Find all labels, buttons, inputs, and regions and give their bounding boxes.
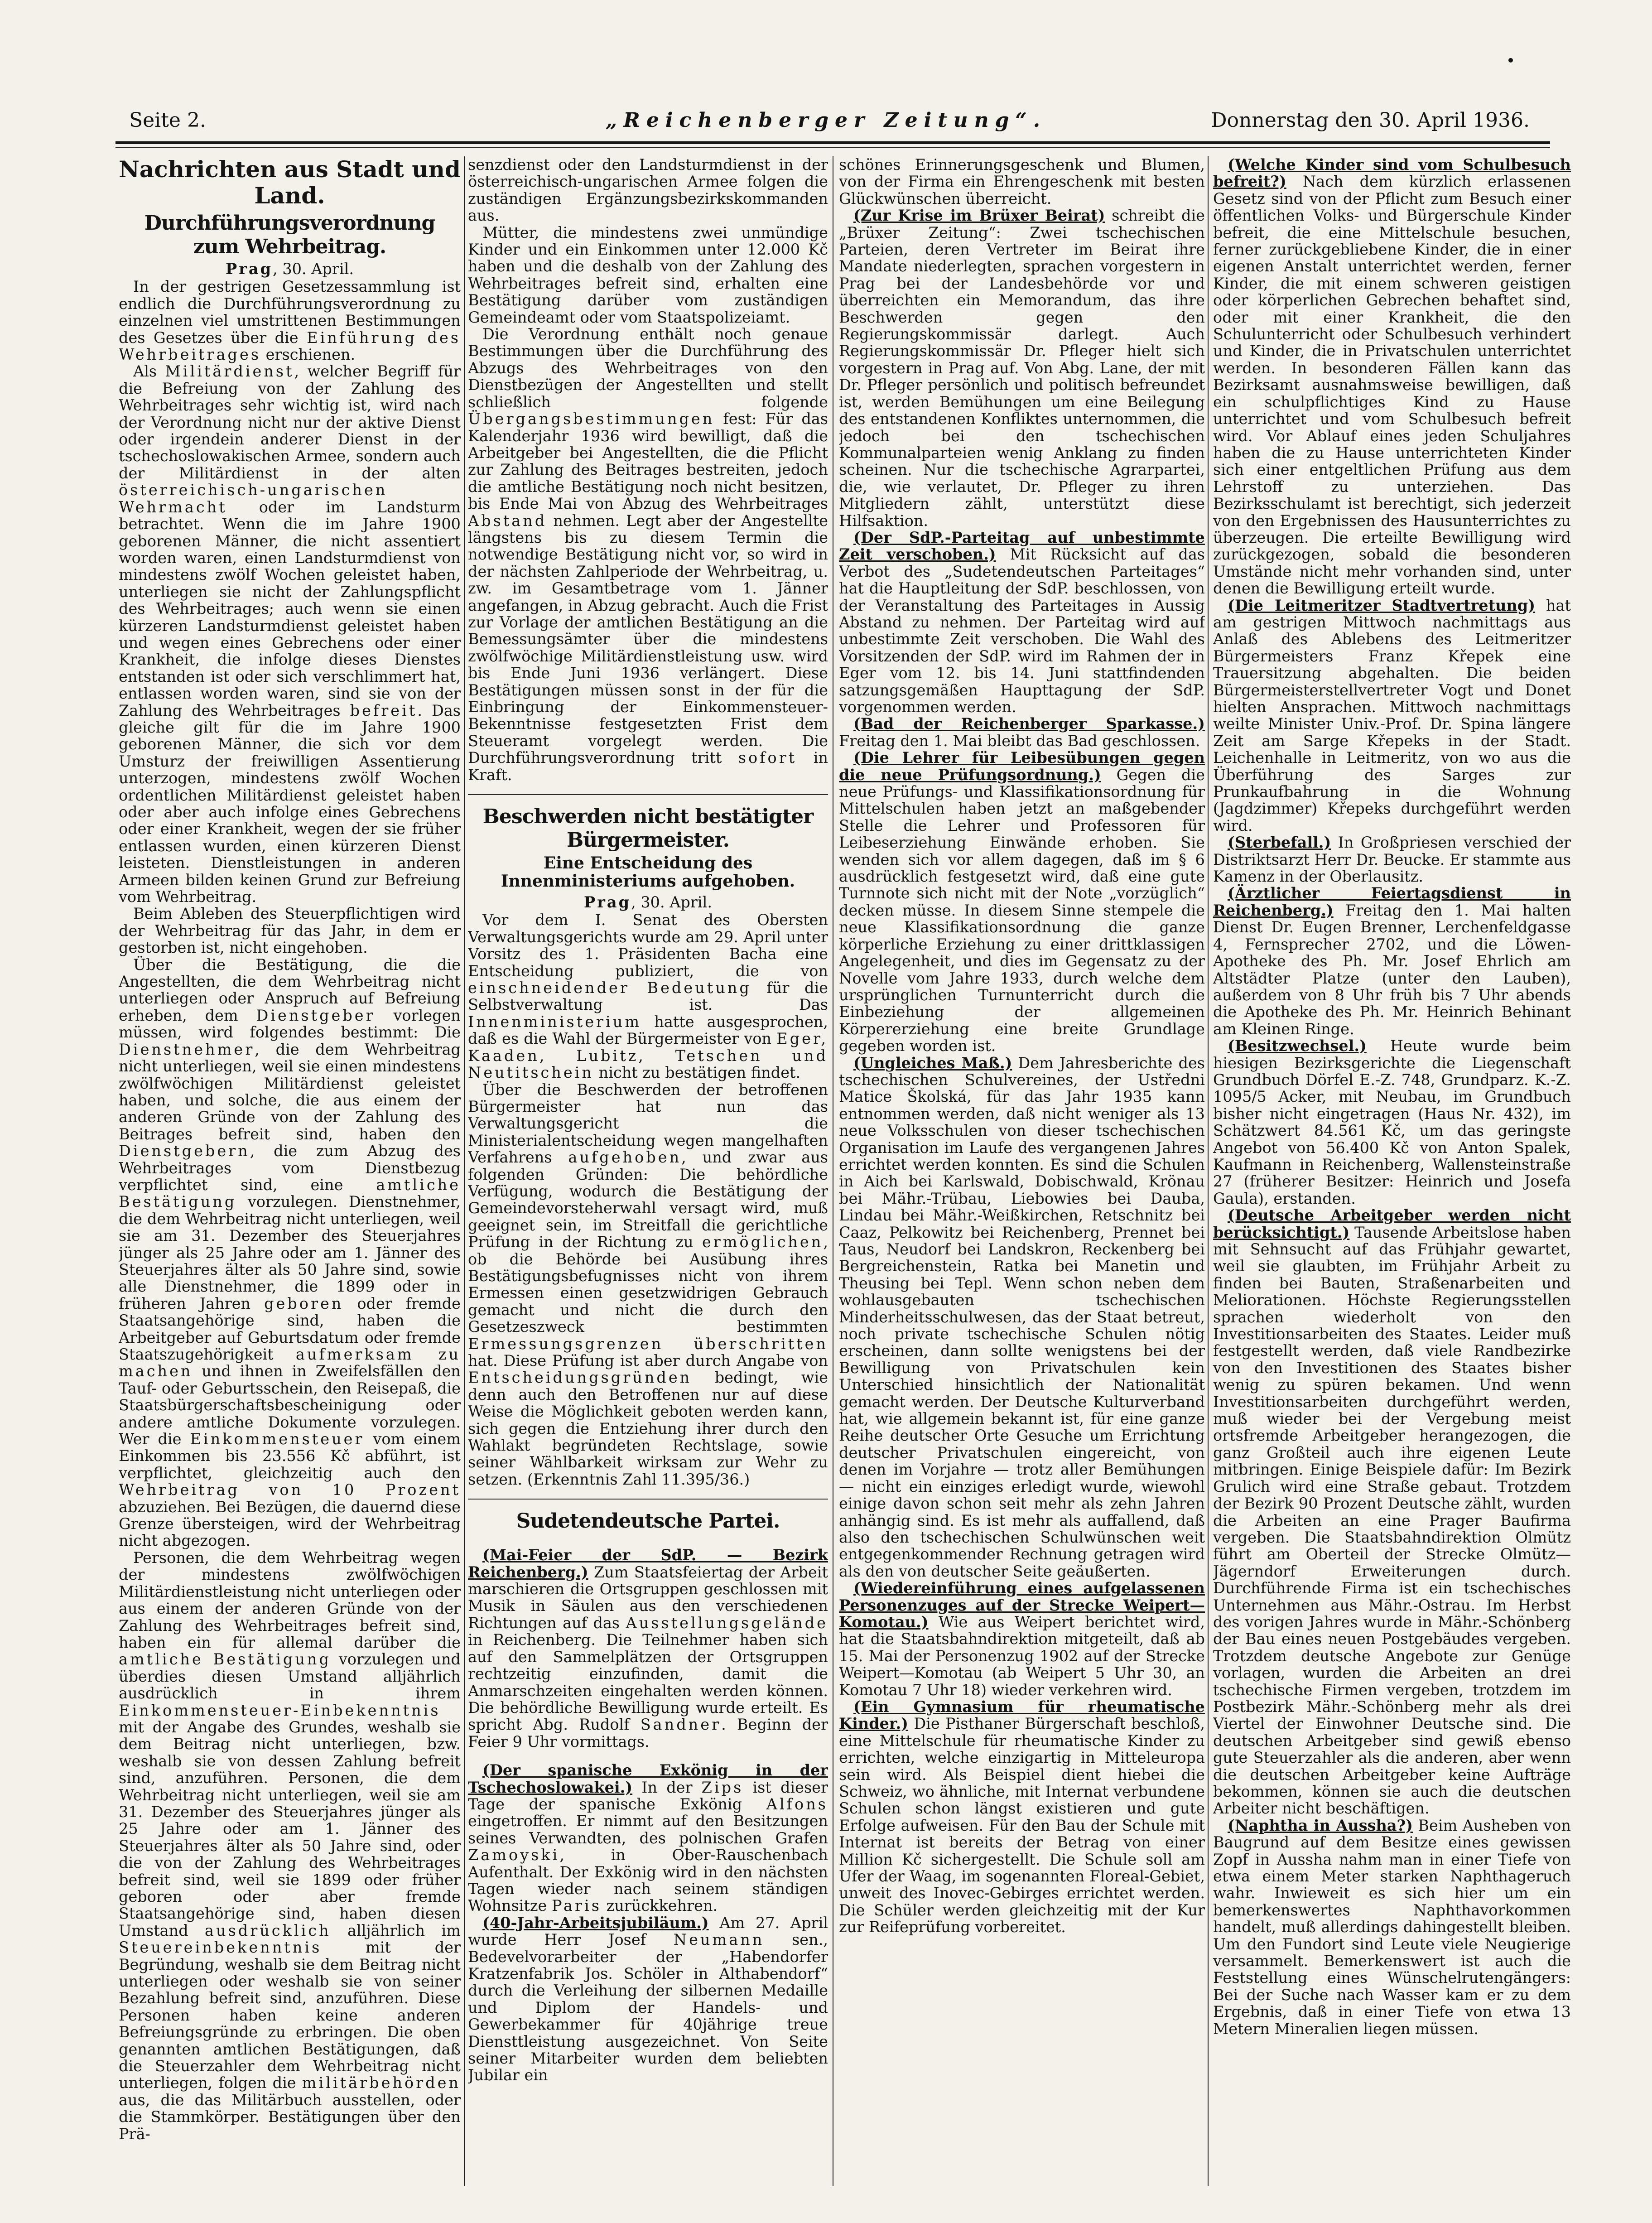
article-separator xyxy=(468,1499,828,1500)
column-divider xyxy=(1208,156,1209,2186)
article-subtitle: Eine Entscheidung des Innenministeriums aufgehoben. xyxy=(501,854,795,891)
news-item: (Besitzwechsel.) Heute wurde beim hiesigen Bezirksgerichte die Liegenschaft Grundbuch Dörfel E.-Z. 748, Grundparz. K.-Z. 1095/5 Acker, mit Neubau, im Grundbuch bisher nicht eingetragen (Haus Nr. 432), im Schätzwert 84.561 Kč, um das geringste Angebot von 56.400 Kč von Anton Spalek, Kaufmann in Reichenberg, Wallensteinstraße 27 (früherer Besitzer: Heinrich und Josefa Gaula), erstanden. xyxy=(1213,1037,1571,1207)
article-title: Beschwerden nicht bestätigter Bürgermeister. xyxy=(482,805,814,852)
masthead-rule xyxy=(116,141,1550,144)
column-1 xyxy=(119,156,461,2186)
article-paragraph: Vor dem I. Senat des Obersten Verwaltungsgerichts wurde am 29. April unter Vorsitz des 1. Präsidenten Bacha eine Entscheidung publiziert, die von einschneidender Bedeutung für die Selbstverwaltung ist. Das Innenministerium hatte ausgesprochen, daß es die Wahl der Bürgermeister von Eger, Kaaden, Lubitz, Tetschen und Neutitschein nicht zu bestätigen findet. xyxy=(468,911,828,1082)
dateline: Prag, 30. April. xyxy=(226,260,354,278)
news-item: (Welche Kinder sind vom Schulbesuch befreit?) Nach dem kürzlich erlassenen Gesetz sind von der Pflicht zum Besuch einer öffentlichen Volks- und Bürgerschule Kinder befreit, die eine Mittelschule besuchen, ferner zurückgebliebene Kinder, die in einer eigenen Anstalt unterrichtet werden, ferner Kinder, die mit einem schweren geistigen oder körperlichen Gebrechen behaftet sind, oder mit einer Krankheit, die den Schulunterricht oder Schulbesuch verhindert und Kinder, die in Privatschulen unterrichtet werden. In besonderen Fällen kann das Bezirksamt ausnahmsweise bewilligen, daß ein schulpflichtiges Kind zu Hause unterrichtet und vom Schulbesuch befreit wird. Vor Ablauf eines jeden Schuljahres haben die zu Hause unterrichteten Kinder sich einer entgeltlichen Prüfung aus dem Lehrstoff zu unterziehen. Das Bezirksschulamt ist berechtigt, sich jederzeit von den Ergebnissen des Hausunterrichtes zu überzeugen. Die erteilte Bewilligung wird zurückgezogen, sobald die besonderen Umstände nicht mehr vorhanden sind, unter denen die Bewilligung erteilt wurde. xyxy=(1213,156,1571,598)
article-paragraph: Personen, die dem Wehrbeitrag wegen der mindestens zwölfwöchigen Militärdienstleistung nicht unterliegen oder aus einem der anderen Gründe von der Zahlung des Wehrbeitrages befreit sind, haben ein für allemal darüber die amtliche Bestätigung vorzulegen und überdies diesen Umstand alljährlich ausdrücklich in ihrem Einkommensteuer-Einbekenntnis mit der Angabe des Grundes, weshalb sie dem Beitrag nicht unterliegen, bzw. weshalb sie von dessen Zahlung befreit sind, anzuführen. Personen, die dem Wehrbeitrag nicht unterliegen, weil sie am 31. Dezember des Steuerjahres jünger als 25 Jahre oder am 1. Jänner des Steuerjahres älter als 50 Jahre sind, oder die von der Zahlung des Wehrbeitrages befreit sind, weil sie 1899 oder früher geboren oder aber fremde Staatsangehörige sind, haben diesen Umstand ausdrücklich alljährlich im Steuereinbekenntnis mit der Begründung, weshalb sie dem Beitrag nicht unterliegen oder weshalb sie von seiner Bezahlung befreit sind, anzuführen. Diese Personen haben keine anderen Befreiungsgründe zu erbringen. Die oben genannten amtlichen Bestätigungen, daß die Steuerzahler dem Wehrbeitrag nicht unterliegen, folgen die militärbehörden aus, die das Militärbuch ausstellen, oder die Stammkörper. Bestätigungen über den Prä- xyxy=(119,1548,461,2143)
article-paragraph: Mütter, die mindestens zwei unmündige Kinder und ein Einkommen unter 12.000 Kč haben und die deshalb von der Zahlung des Wehrbeitrages befreit sind, erhalten eine Bestätigung darüber vom zuständigen Gemeindeamt oder vom Staatspolizeiamt. xyxy=(468,223,828,326)
news-item: (Deutsche Arbeitgeber werden nicht berücksichtigt.) Tausende Arbeitslose haben mit Sehnsucht auf das Frühjahr gewartet, weil sie glaubten, im Frühjahr Arbeit zu finden bei Bauten, Straßenarbeiten und Meliorationen. Höchste Regierungsstellen sprachen wiederholt von den Investitionsarbeiten des Staates. Leider muß festgestellt werden, daß viele Randbezirke von den Investitionen des Staates bisher wenig zu spüren bekamen. Und wenn Investitionsarbeiten durchgeführt werden, muß wieder bei der Vergebung meist ortsfremde Arbeitgeber herangezogen, die ganz Großteil auch ihre eigenen Leute mitbringen. Einige Beispiele dafür: Im Bezirk Grulich wird eine Straße gebaut. Trotzdem der Bezirk 90 Prozent Deutsche zählt, wurden die Arbeiten an eine Prager Baufirma vergeben. Die Staatsbahndirektion Olmütz führt am Oberteil der Strecke Olmütz—Jägerndorf Erweiterungen durch. Durchführende Firma ist ein tschechisches Unternehmen aus Mähr.-Ostrau. Im Herbst des vorigen Jahres wurde in Mähr.-Schönberg der Bau eines neuen Postgebäudes vergeben. Trotzdem deutsche Angebote zur Genüge vorlagen, wurden die Arbeiten an drei tschechische Firmen vergeben, trotzdem im Postbezirk Mähr.-Schönberg mehr als drei Viertel der Einwohner Deutsche sind. Die deutschen Arbeitgeber sind gewiß ebenso gute Steuerzahler als die anderen, aber wenn die deutschen Arbeitgeber keine Aufträge bekommen, können sie auch die deutschen Arbeiter nicht beschäftigen. xyxy=(1213,1206,1571,1818)
dateline: Prag, 30. April. xyxy=(584,893,712,911)
masthead-rule-thin xyxy=(116,147,1550,148)
article-paragraph: Über die Bestätigung, die die Angestellten, die dem Wehrbeitrag nicht unterliegen oder Anspruch auf Befreiung erheben, dem Dienstgeber vorlegen müssen, wird folgendes bestimmt: Die Dienstnehmer, die dem Wehrbeitrag nicht unterliegen, weil sie einen mindestens zwölfwöchigen Militärdienst geleistet haben, und solche, die aus einem der anderen Gründe von der Zahlung des Beitrages befreit sind, haben den Dienstgebern, die zum Abzug des Wehrbeitrages vom Dienstbezug verpflichtet sind, eine amtliche Bestätigung vorzulegen. Dienstnehmer, die dem Wehrbeitrag nicht unterliegen, weil sie am 31. Dezember des Steuerjahres jünger als 25 Jahre oder am 1. Jänner des Steuerjahres älter als 50 Jahre sind, sowie alle Dienstnehmer, die 1899 oder in früheren Jahren geboren oder fremde Staatsangehörige sind, haben die Arbeitgeber auf Geburtsdatum oder fremde Staatszugehörigkeit aufmerksam zu machen und ihnen in Zweifelsfällen den Tauf- oder Geburtsschein, den Reisepaß, die Staatsbürgerschaftsbescheinigung oder andere amtliche Dokumente vorzulegen. Wer die Einkommensteuer vom einem Einkommen bis 23.556 Kč abführt, ist verpflichtet, gleichzeitig auch den Wehrbeitrag von 10 Prozent abzuziehen. Bei Bezügen, die dauernd diese Grenze übersteigen, wird der Wehrbeitrag nicht abgezogen. xyxy=(119,955,461,1550)
article-paragraph: Beim Ableben des Steuerpflichtigen wird der Wehrbeitrag für das Jahr, in dem er gestorben ist, nicht eingehoben. xyxy=(119,905,461,957)
news-item: (Die Leitmeritzer Stadtvertretung) hat am gestrigen Mittwoch nachmittags aus Anlaß des Ablebens des Leitmeritzer Bürgermeisters Franz Křepek eine Trauersitzung abgehalten. Die beiden Bürgermeisterstellvertreter Vogt und Donet hielten Ansprachen. Mittwoch nachmittags weilte Minister Univ.-Prof. Dr. Spina längere Zeit am Sarge Křepeks in der Stadt. Leichenhalle in Leitmeritz, von wo aus die Überführung des Sarges zur Prunkaufbahrung in die Wohnung (Jagdzimmer) Křepeks durchgeführt werden wird. xyxy=(1213,596,1571,834)
news-item: (Sterbefall.) In Großpriesen verschied der Distriktsarzt Herr Dr. Beucke. Er stammte aus Kamenz in der Oberlausitz. xyxy=(1213,834,1571,886)
section-title: Nachrichten aus Stadt und Land. xyxy=(119,156,461,209)
print-speck xyxy=(1508,58,1513,63)
news-item: (Wiedereinführung eines aufgelassenen Personenzuges auf der Strecke Weipert—Komotau.) Wie aus Weipert berichtet wird, hat die Staatsbahndirektion mitgeteilt, daß ab 15. Mai der Personenzug 1902 auf der Strecke Weipert—Komotau (ab Weipert 5 Uhr 30, an Komotau 7 Uhr 18) wieder verkehren wird. xyxy=(839,1579,1205,1699)
masthead xyxy=(0,109,1652,136)
news-item: (Ärztlicher Feiertagsdienst in Reichenberg.) Freitag den 1. Mai halten Dienst Dr. Eugen Brenner, Lerchenfeldgasse 4, Fernsprecher 2702, und die Löwen-Apotheke des Ph. Mr. Josef Ehrlich am Altstädter Platze (unter den Lauben), außerdem von 8 Uhr früh bis 7 Uhr abends die Apotheke des Ph. Mr. Heinrich Behinant am Kleinen Ringe. xyxy=(1213,884,1571,1038)
news-item: (Ein Gymnasium für rheumatische Kinder.) Die Pisthaner Bürgerschaft beschloß, eine Mittelschule für rheumatische Kinder zu errichten, welche einzigartig in Mitteleuropa sein wird. Als Beispiel dient hiebei die Schweiz, wo ähnliche, mit Internat verbundene Schulen schon längst existieren und gute Erfolge aufweisen. Für den Bau der Schule mit Internat ist bereits der Betrag von einer Million Kč sichergestellt. Die Schule soll am Ufer der Waag, im sogenannten Floreal-Gebiet, unweit des Inovec-Gebirges errichtet werden. Die Schüler werden gleichzeitig mit der Kur zur Reifeprüfung vorbereitet. xyxy=(839,1697,1205,1936)
news-item: (Naphtha in Aussha?) Beim Ausheben von Baugrund auf dem Besitze eines gewissen Zopf in Aussha nahm man in einer Tiefe von etwa einem Meter starken Naphthageruch wahr. Inwieweit es sich hier um ein bemerkenswertes Naphthavorkommen handelt, muß allerdings dahingestellt bleiben. Um den Fundort sind Leute viele Neugierige versammelt. Bemerkenswert ist auch die Feststellung eines Wünschelrutengängers: Bei der Suche nach Wasser kam er zu dem Ergebnis, daß in einer Tiefe von etwa 13 Metern Mineralien liegen müssen. xyxy=(1213,1816,1571,2038)
news-item: (Der SdP.-Parteitag auf unbestimmte Zeit verschoben.) Mit Rücksicht auf das Verbot des „Sudetendeutschen Parteitages“ hat die Hauptleitung der SdP. beschlossen, von der Veranstaltung des Parteitages in Aussig Abstand zu nehmen. Der Parteitag wird auf unbestimmte Zeit verschoben. Die Wahl des Vorsitzenden der SdP. wird im Rahmen der in Eger vom 12. bis 14. Juni stattfindenden satzungsgemäßen Haupttagung der SdP. vorgenommen werden. xyxy=(839,528,1205,716)
article-paragraph: senzdienst oder den Landsturmdienst in der österreichisch-ungarischen Armee folgen die zuständigen Ergänzungsbezirkskommanden aus. xyxy=(468,156,828,225)
article-paragraph: Die Verordnung enthält noch genaue Bestimmungen über die Durchführung des Abzugs des Wehrbeitrages von den Dienstbezügen der Angestellten und stellt schließlich folgende Übergangsbestimmungen fest: Für das Kalenderjahr 1936 wird bewilligt, daß die Arbeitgeber bei Angestellten, die die Pflicht zur Zahlung des Beitrages bestreiten, jedoch die amtliche Bestätigung noch nicht besitzen, bis Ende Mai von Abzug des Wehrbeitrages Abstand nehmen. Legt aber der Angestellte längstens bis zu diesem Termin die notwendige Bestätigung nicht vor, so wird in der nächsten Zahlperiode der Wehrbeitrag, u. zw. im Gesamtbetrage vom 1. Jänner angefangen, in Abzug gebracht. Auch die Frist zur Vorlage der amtlichen Bestätigung an die Bemessungsämter über die mindestens zwölfwöchige Militärdienstleistung usw. wird bis Ende Juni 1936 verlängert. Diese Bestätigungen müssen sonst in der für die Einbringung der Einkommensteuer-Bekenntnisse festgesetzten Frist dem Steueramt vorgelegt werden. Die Durchführungsverordnung tritt sofort in Kraft. xyxy=(468,325,828,784)
news-item: (Zur Krise im Brüxer Beirat) schreibt die „Brüxer Zeitung“: Zwei tschechischen Parteien, deren Vertreter im Beirat ihre Mandate niederlegten, sprachen vorgestern in Prag bei der Landesbehörde vor und überreichten ein Memorandum, das ihre Beschwerden gegen den Regierungskommissär darlegt. Auch Regierungskommissär Dr. Pfleger hielt sich vorgestern in Prag auf. Von Abg. Lane, der mit Dr. Pfleger persönlich und politisch befreundet ist, werden Bemühungen um eine Beilegung des entstandenen Konfliktes unternommen, die jedoch bei den tschechischen Kommunalparteien wenig Anklang zu finden scheinen. Nur die tschechische Agrarpartei, die, wie verlautet, Dr. Pfleger zu ihren Mitgliedern zählt, unterstützt diese Hilfsaktion. xyxy=(839,207,1205,530)
column-divider xyxy=(464,156,465,2186)
column-2 xyxy=(468,156,828,2186)
article-paragraph: schönes Erinnerungsgeschenk und Blumen, von der Firma ein Ehrengeschenk mit besten Glückwünschen überreicht. xyxy=(839,156,1205,207)
news-item: (40-Jahr-Arbeitsjubiläum.) Am 27. April wurde Herr Josef Neumann sen., Bedevelvorarbeiter der „Habendorfer Kratzenfabrik Jos. Schöler in Althabendorf“ durch die Verleihung der silbernen Medaille und Diplom der Handels- und Gewerbekammer für 40jährige treue Diensttleistung ausgezeichnet. Von Seite seiner Mitarbeiter wurden dem beliebten Jubilar ein xyxy=(468,1914,828,2084)
news-item: (Ungleiches Maß.) Dem Jahresberichte des tschechischen Schulvereines, der Ustředni Matice Školská, für das Jahr 1935 kann entnommen werden, daß nicht weniger als 13 neue Volksschulen von dieser tschechischen Organisation im Laufe des vergangenen Jahres errichtet werden konnten. Es sind die Schulen in Aich bei Karlswald, Dobischwald, Krönau bei Mähr.-Trübau, Liebowies bei Dauba, Lindau bei Mähr.-Weißkirchen, Retschnitz bei Caaz, Pelkowitz bei Reichenberg, Prennet bei Taus, Neudorf bei Landskron, Reckenberg bei Bergreichenstein, Ratka bei Manetin und Theusing bei Tepl. Wenn schon neben dem wohlausgebauten tschechischen Minderheitsschulwesen, das der Staat betreut, noch private tschechische Schulen nötig erscheinen, dann sollte wenigstens bei der Bewilligung von Privatschulen kein Unterschied hinsichtlich der Nationalität gemacht werden. Der Deutsche Kulturverband hat, wie allgemein bekannt ist, für eine ganze Reihe deutscher Orte Gesuche um Errichtung deutscher Privatschulen eingereicht, von denen im Vorjahre — trotz aller Bemühungen — nicht ein einziges erledigt wurde, wiewohl einige davon schon seit mehr als zehn Jahren anhängig sind. Es ist mehr als auffallend, daß also den tschechischen Schulwünschen weit entgegenkommender Rechnung getragen wird als den von deutscher Seite geäußerten. xyxy=(839,1054,1205,1580)
news-item: (Bad der Reichenberger Sparkasse.) Freitag den 1. Mai bleibt das Bad geschlossen. xyxy=(839,715,1205,750)
news-item: (Mai-Feier der SdP. — Bezirk Reichenberg.) Zum Staatsfeiertag der Arbeit marschieren die Ortsgruppen geschlossen mit Musik in Säulen aus den verschiedenen Richtungen auf das Ausstellungsgelände in Reichenberg. Die Teilnehmer haben sich auf den Sammelplätzen der Ortsgruppen rechtzeitig einzufinden, damit die Anmarschzeiten eingehalten werden können. Die behördliche Bewilligung wurde erteilt. Es spricht Abg. Rudolf Sandner. Beginn der Feier 9 Uhr vormittags. xyxy=(468,1546,828,1750)
article-separator xyxy=(468,794,828,795)
article-paragraph: Als Militärdienst, welcher Begriff für die Befreiung von der Zahlung des Wehrbeitrages sehr wichtig ist, wird nach der Verordnung nicht nur der aktive Dienst oder irgendein anderer Dienst in der tschechoslowakischen Armee, sondern auch der Militärdienst in der alten österreichisch-ungarischen Wehrmacht oder im Landsturm betrachtet. Wenn die im Jahre 1900 geborenen Männer, die nicht assentiert worden waren, einen Landsturmdienst von mindestens zwölf Wochen geleistet haben, unterliegen sie nicht der Zahlungspflicht des Wehrbeitrages; auch wenn sie einen kürzeren Landsturmdienst geleistet haben und wegen eines Gebrechens oder einer Krankheit, die infolge dieses Dienstes entstanden ist oder sich verschlimmert hat, entlassen worden waren, sind sie von der Zahlung des Wehrbeitrages befreit. Das gleiche gilt für die im Jahre 1900 geborenen Männer, die sich vor dem Umsturz der freiwilligen Assentierung unterzogen, mindestens zwölf Wochen ordentlichen Militärdienst geleistet haben oder aber auch infolge eines Gebrechens oder einer Krankheit, wegen der sie früher entlassen wurden, einen kürzeren Dienst leisteten. Dienstleistungen in anderen Armeen bilden keinen Grund zur Befreiung vom Wehrbeitrag. xyxy=(119,362,461,906)
article-paragraph: Über die Beschwerden der betroffenen Bürgermeister hat nun das Verwaltungsgericht die Ministerialentscheidung wegen mangelhaften Verfahrens aufgehoben, und zwar aus folgenden Gründen: Die behördliche Verfügung, wodurch die Bestätigung der Gemeindevorsteherwahl versagt wird, muß geeignet sein, im Streitfall die gerichtliche Prüfung in der Richtung zu ermöglichen, ob die Behörde bei Ausübung ihres Bestätigungsbefugnisses nicht von ihrem Ermessen einen gesetzwidrigen Gebrauch gemacht und nicht die durch den Gesetzeszweck bestimmten Ermessungsgrenzen überschritten hat. Diese Prüfung ist aber durch Angabe von Entscheidungsgründen bedingt, wie denn auch den Betroffenen nur auf diese Weise die Möglichkeit geboten werden kann, sich gegen die Entziehung ihrer durch den Wahlakt begründeten Rechtslage, sowie seiner Wählbarkeit wirksam zur Wehr zu setzen. (Erkenntnis Zahl 11.395/36.) xyxy=(468,1080,828,1488)
issue-date: Donnerstag den 30. April 1936. xyxy=(1211,109,1530,132)
news-item: (Der spanische Exkönig in der Tschechoslowakei.) In der Zips ist dieser Tage der spanische Exkönig Alfons eingetroffen. Er nimmt auf den Besitzungen seines Verwandten, des polnischen Grafen Zamoyski, in Ober-Rauschenbach Aufenthalt. Der Exkönig wird in den nächsten Tagen wieder nach seinem ständigen Wohnsitze Paris zurückkehren. xyxy=(468,1761,828,1915)
article-title: Sudetendeutsche Partei. xyxy=(516,1509,780,1533)
page-number: Seite 2. xyxy=(129,109,206,132)
column-4 xyxy=(1213,156,1571,2186)
article-title: Durchführungsverordnung zum Wehrbeitrag. xyxy=(144,212,435,258)
newspaper-title: „Reichenberger Zeitung“. xyxy=(605,109,1047,132)
column-3 xyxy=(839,156,1205,2186)
news-item: (Die Lehrer für Leibesübungen gegen die neue Prüfungsordnung.) Gegen die neue Prüfungs- und Klassifikationsordnung für Mittelschulen haben jetzt an maßgebender Stelle die Lehrer und Professoren für Leibeserziehung Einwände erhoben. Sie wenden sich vor allem dagegen, daß im § 6 ausdrücklich festgesetzt wird, daß eine gute Turnnote sich nicht mit der Note „vorzüglich“ decken müsse. In diesem Sinne stempele die neue Klassifikationsordnung die ganze körperliche Erziehung zu einer drittklassigen Angelegenheit, und dies im Gegensatz zu der Novelle vom Jahre 1933, durch welche dem ursprünglichen Turnunterricht durch die Einbeziehung der allgemeinen Körpererziehung eine breite Grundlage gegeben worden ist. xyxy=(839,749,1205,1055)
article-paragraph: In der gestrigen Gesetzessammlung ist endlich die Durchführungsverordnung zu einzelnen viel umstrittenen Bestimmungen des Gesetzes über die Einführung des Wehrbeitrages erschienen. xyxy=(119,278,461,364)
